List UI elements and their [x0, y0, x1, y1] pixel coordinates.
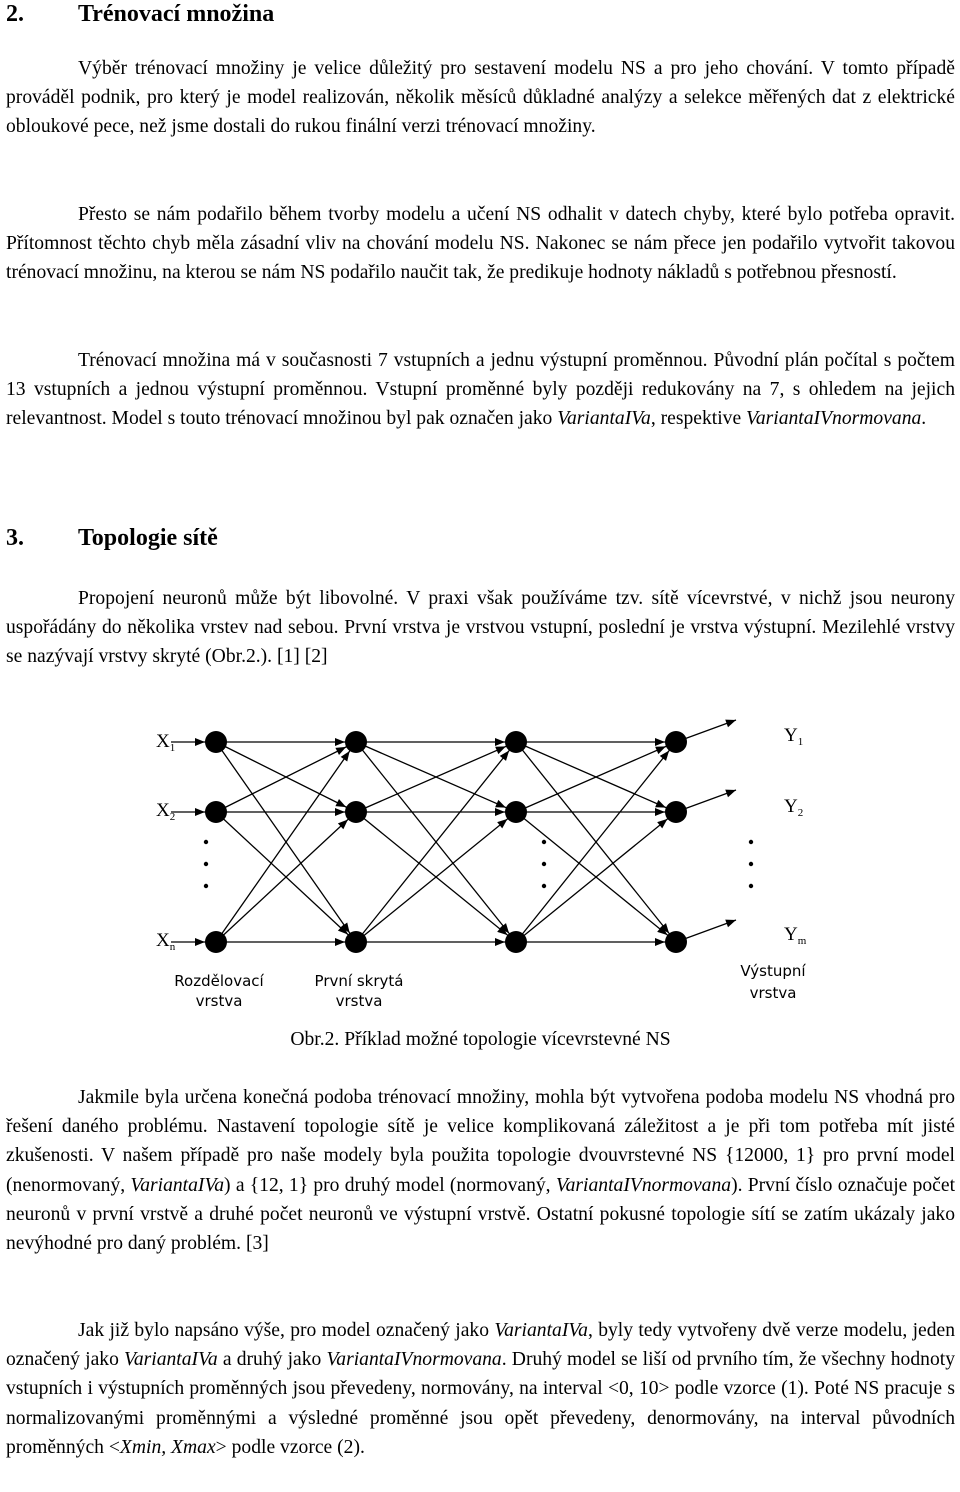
connection-arrow [335, 738, 345, 746]
section-3-number: 3. [6, 525, 24, 551]
section-2-paragraph-1: Výběr trénovací množiny je velice důležitý pro sestavení modelu NS a pro jeho chování. V tomto případě prováděl podnik, pro který je model realizován, několik měsíců důkladné analýzy a selekce měřených dat z elektrické obloukové pece, než jsme dostali do rukou finální verzi trénovací množiny. [6, 58, 955, 138]
neuron-node [345, 731, 367, 753]
input-arrow [195, 938, 205, 946]
output-labels [784, 725, 807, 947]
connection-arrow [495, 938, 505, 946]
neuron-node [505, 731, 527, 753]
connection-arrow [335, 799, 346, 807]
ellipsis-dot [749, 884, 753, 888]
section-3-heading [6, 524, 218, 552]
figure-caption: Obr.2. Příklad možné topologie vícevrstevné NS [290, 1029, 671, 1050]
neuron-node [505, 801, 527, 823]
section-2-number: 2. [6, 1, 24, 27]
layer-output-caption-1: Výstupní [740, 962, 806, 980]
connection-arrow [497, 819, 507, 828]
connection-arrow [500, 751, 509, 761]
output-label-ym: $Y_m$ [784, 924, 807, 947]
neuron-node [205, 931, 227, 953]
ellipsis-dot [204, 884, 208, 888]
connection-arrow [655, 746, 666, 754]
output-arrow [725, 920, 736, 928]
connection-arrow [495, 746, 506, 754]
connection-arrow [335, 938, 345, 946]
section-2-heading [6, 0, 274, 28]
output-label-y2: $Y_2$ [784, 796, 804, 819]
output-arrow [725, 720, 736, 728]
layer-hidden-caption-1: První skrytá [314, 972, 404, 990]
layer-captions [174, 962, 806, 1010]
section-3-intro: Propojení neuronů může být libovolné. V praxi však používáme tzv. sítě vícevrstvé, v nichž jsou neurony uspořádány do několika vrstev nad sebou. První vrstva je vrstvou vstupní, poslední je vrstva výstupní. Mezilehlé vrstvy se nazývají vrstvy skryté (Obr.2.). [1] [2] [6, 588, 955, 668]
section-3-title: Topologie sítě [78, 525, 218, 551]
layer-output-caption-2: vrstva [749, 984, 797, 1002]
connection-arrow [495, 738, 505, 746]
input-arrow [195, 808, 205, 816]
neuron-node [665, 931, 687, 953]
section-3-paragraph-1: Jakmile byla určena konečná podoba trénovací množiny, mohla být vytvořena podoba modelu NS vhodná pro řešení daného problému. Nastavení topologie sítě je velice komplikovaná záležitost a je při tom potřeba mít jisté zkušenosti. V našem případě pro naše modely byla použita topologie dvouvrstevné NS {12000, 1} pro první model (nenormovaný, VariantaIVa) a {12, 1} pro druhý model (normovaný, VariantaIVnormovana). První číslo označuje počet neuronů v první vrstvě a druhé počet neuronů ve výstupní vrstvě. Ostatní pokusné topologie sítí se zatím ukázaly jako nevýhodné pro daný problém. [3] [6, 1087, 956, 1255]
connection-arrow [341, 751, 350, 761]
ellipsis-dot [204, 840, 208, 844]
input-labels [156, 731, 176, 953]
ellipsis-dot [542, 884, 546, 888]
neuron-node [205, 731, 227, 753]
connection-arrow [655, 738, 665, 746]
neuron-node [665, 801, 687, 823]
neuron-node [205, 801, 227, 823]
neuron-node [345, 801, 367, 823]
section-3-paragraph-2: Jak již bylo napsáno výše, pro model označený jako VariantaIVa, byly tedy vytvořeny dvě verze modelu, jeden označený jako VariantaIVa a druhý jako VariantaIVnormovana. Druhý model se liší od prvního tím, že všechny hodnoty vstupních i výstupních proměnných jsou převedeny, normovány, na interval <0, 10> podle vzorce (1). Poté NS pracuje s normalizovanými proměnnými a výsledné proměnné jsou opět převedeny, denormovány, na interval původních proměnných <Xmin, Xmax> podle vzorce (2). [6, 1320, 955, 1458]
ellipsis-dot [542, 862, 546, 866]
output-label-y1: $Y_1$ [784, 725, 804, 748]
section-2-paragraph-2: Přesto se nám podařilo během tvorby modelu a učení NS odhalit v datech chyby, které bylo potřeba opravit. Přítomnost těchto chyb měla zásadní vliv na chování modelu NS. Nakonec se nám přece jen podařilo vytvořit takovou trénovací množinu, na kterou se nám NS podařilo naučit tak, že predikuje hodnoty nákladů s potřebnou přesností. [6, 204, 955, 284]
connection-arrow [655, 808, 665, 816]
connection-arrow [335, 808, 345, 816]
section-2-paragraph-3: Trénovací množina má v současnosti 7 vstupních a jednu výstupní proměnnou. Původní plán počítal s počtem 13 vstupních a jednou výstupní proměnnou. Vstupní proměnné byly později redukovány na 7, s ohledem na jejich relevantnost. Model s touto trénovací množinou byl pak označen jako VariantaIVa, respektive VariantaIVnormovana. [6, 350, 955, 430]
connection-arrow [660, 751, 669, 761]
ellipsis-dot [749, 862, 753, 866]
input-arrow [195, 738, 205, 746]
ellipsis-dot [204, 862, 208, 866]
ellipsis-dot [749, 840, 753, 844]
connection-arrow [335, 747, 346, 755]
connection-arrow [655, 800, 666, 808]
input-label-x2: $X_2$ [156, 800, 176, 823]
layer-input-caption-1: Rozdělovací [174, 972, 264, 990]
layer-input-caption-2: vrstva [195, 992, 243, 1010]
connection-arrow [495, 808, 505, 816]
output-arrow [725, 790, 736, 798]
network-topology-diagram [146, 692, 826, 1022]
connection-arrow [495, 800, 506, 808]
connection-arrow [657, 819, 667, 828]
input-label-xn: $X_n$ [156, 930, 176, 953]
neuron-node [505, 931, 527, 953]
input-label-x1: $X_1$ [156, 731, 176, 754]
ellipsis-dot [542, 840, 546, 844]
layer-hidden-caption-2: vrstva [335, 992, 383, 1010]
section-2-title: Trénovací množina [78, 1, 275, 27]
connection-arrow [655, 938, 665, 946]
neuron-node [665, 731, 687, 753]
neuron-node [345, 931, 367, 953]
